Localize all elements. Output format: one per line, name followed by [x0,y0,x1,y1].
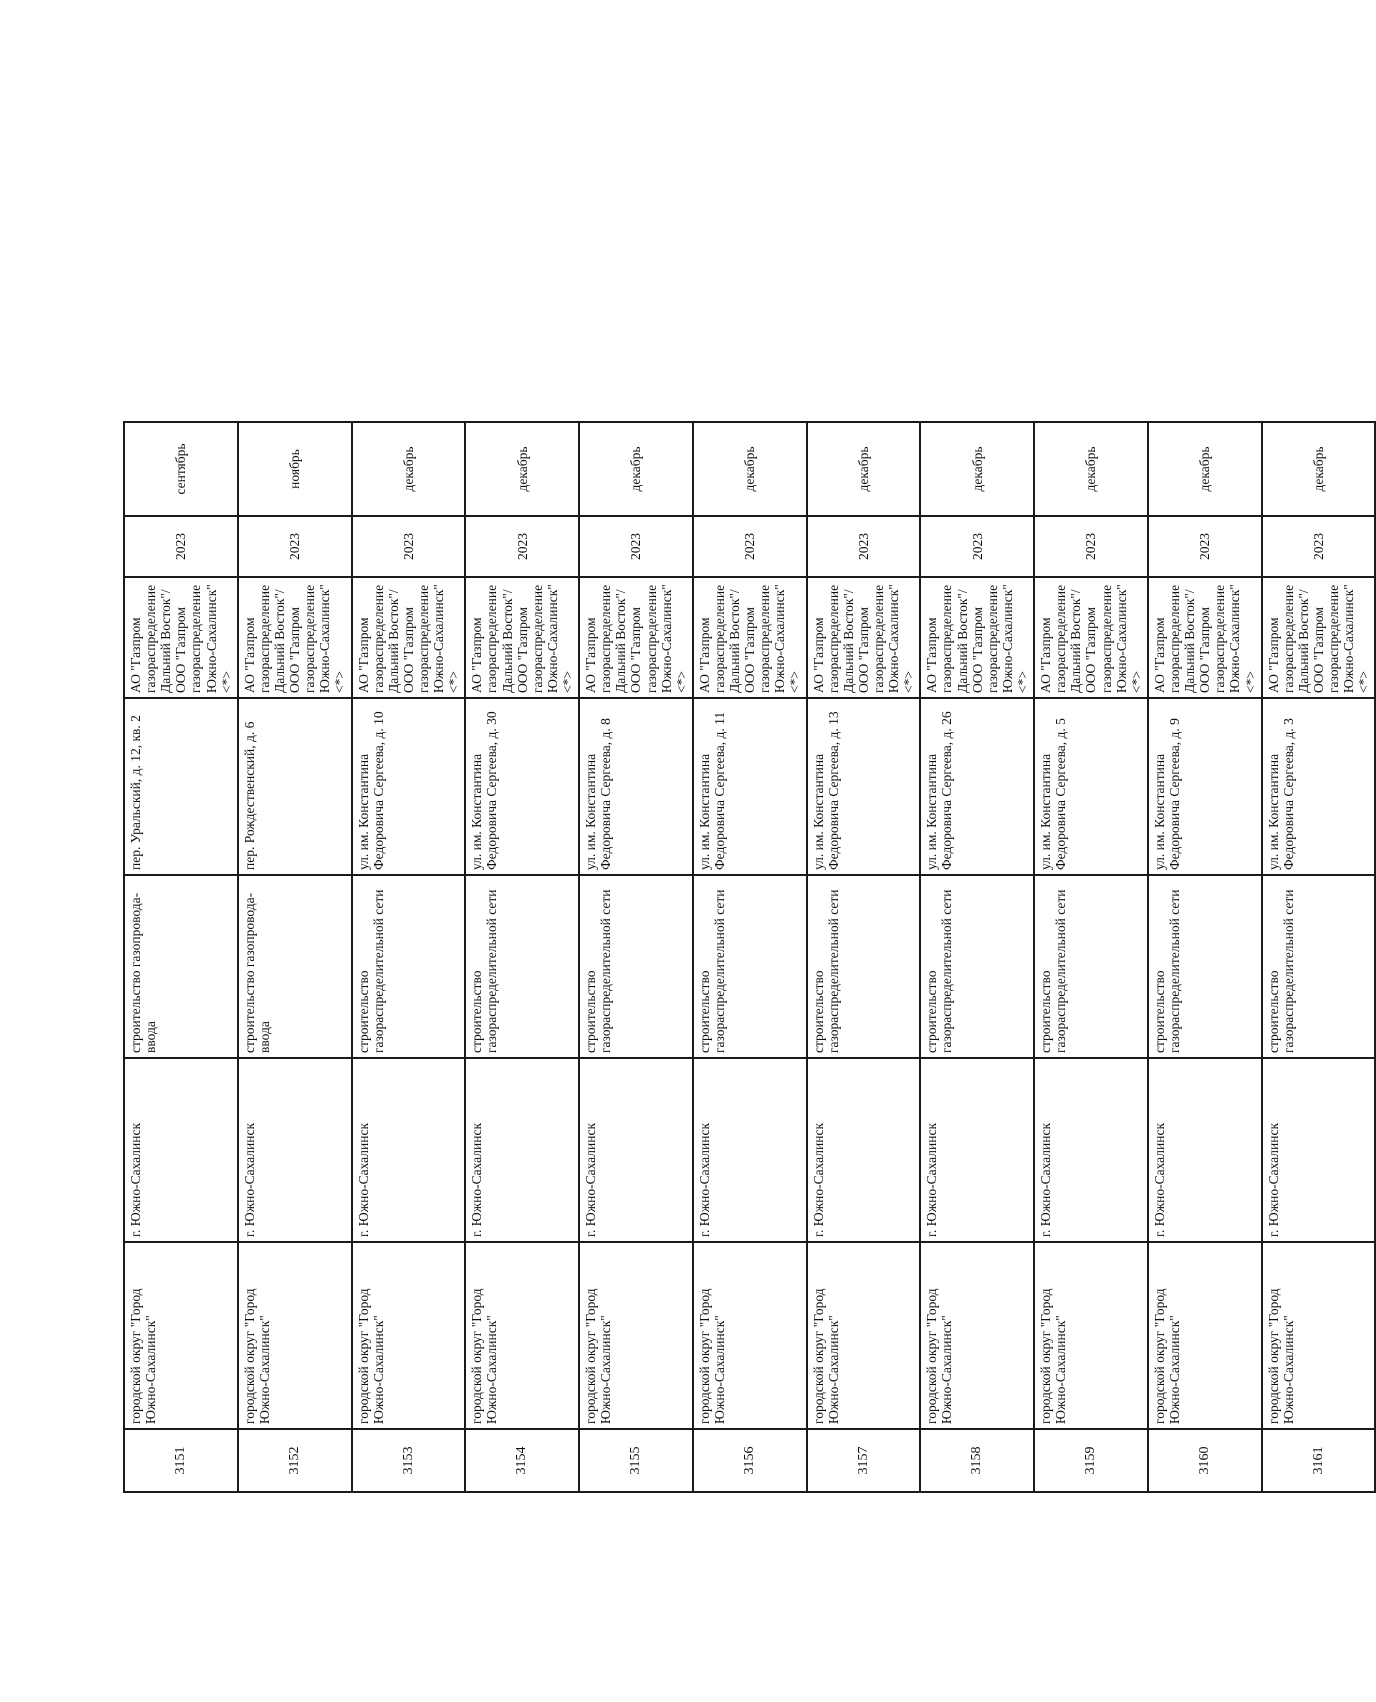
locality-cell: г. Южно-Сахалинск [465,1058,579,1242]
municipality-cell: городской округ "Город Южно-Сахалинск" [1034,1242,1148,1429]
row-number-cell: 3154 [465,1429,579,1492]
table-row [465,422,579,1492]
work-type-cell: строительство газораспределительной сети [1262,875,1376,1058]
address-cell: ул. им. Константина Федоровича Сергеева, д. 13 [807,698,921,875]
table-row [920,422,1034,1492]
address-cell: ул. им. Константина Федоровича Сергеева, д. 10 [352,698,466,875]
organization-cell: АО "Газпром газораспределение Дальний Восток"/ООО "Газпром газораспределение Южно-Сахалинск" <*> [579,577,693,698]
municipality-cell: городской округ "Город Южно-Сахалинск" [579,1242,693,1429]
row-number-cell: 3151 [124,1429,238,1492]
work-type-cell: строительство газопровода-ввода [238,875,352,1058]
municipality-cell: городской округ "Город Южно-Сахалинск" [807,1242,921,1429]
table-body [124,422,1375,1492]
municipality-cell: городской округ "Город Южно-Сахалинск" [1262,1242,1376,1429]
row-number-cell: 3153 [352,1429,466,1492]
municipality-cell: городской округ "Город Южно-Сахалинск" [465,1242,579,1429]
work-type-cell: строительство газораспределительной сети [807,875,921,1058]
organization-cell: АО "Газпром газораспределение Дальний Восток"/ООО "Газпром газораспределение Южно-Сахалинск" <*> [920,577,1034,698]
table-row [693,422,807,1492]
row-number-cell: 3152 [238,1429,352,1492]
address-cell: ул. им. Константина Федоровича Сергеева, д. 5 [1034,698,1148,875]
row-number-cell: 3155 [579,1429,693,1492]
row-number-cell: 3158 [920,1429,1034,1492]
row-number-cell: 3161 [1262,1429,1376,1492]
table-row [579,422,693,1492]
address-cell: ул. им. Константина Федоровича Сергеева, д. 11 [693,698,807,875]
work-type-cell: строительство газораспределительной сети [693,875,807,1058]
gasification-schedule-table [123,421,1376,1493]
address-cell: ул. им. Константина Федоровича Сергеева, д. 8 [579,698,693,875]
organization-cell: АО "Газпром газораспределение Дальний Восток"/ООО "Газпром газораспределение Южно-Сахалинск" <*> [238,577,352,698]
organization-cell: АО "Газпром газораспределение Дальний Восток"/ООО "Газпром газораспределение Южно-Сахалинск" <*> [807,577,921,698]
row-number-cell: 3159 [1034,1429,1148,1492]
work-type-cell: строительство газораспределительной сети [920,875,1034,1058]
work-type-cell: строительство газораспределительной сети [352,875,466,1058]
address-cell: пер. Уральский, д. 12, кв. 2 [124,698,238,875]
locality-cell: г. Южно-Сахалинск [693,1058,807,1242]
address-cell: ул. им. Константина Федоровича Сергеева, д. 9 [1148,698,1262,875]
year-cell: 2023 [579,516,693,577]
year-cell: 2023 [693,516,807,577]
address-cell: ул. им. Константина Федоровича Сергеева, д. 26 [920,698,1034,875]
table-row [124,422,238,1492]
municipality-cell: городской округ "Город Южно-Сахалинск" [693,1242,807,1429]
month-cell: декабрь [465,422,579,516]
address-cell: ул. им. Константина Федоровича Сергеева, д. 30 [465,698,579,875]
locality-cell: г. Южно-Сахалинск [1034,1058,1148,1242]
work-type-cell: строительство газораспределительной сети [579,875,693,1058]
year-cell: 2023 [1034,516,1148,577]
year-cell: 2023 [1262,516,1376,577]
address-cell: пер. Рождественский, д. 6 [238,698,352,875]
table-row [1034,422,1148,1492]
address-cell: ул. им. Константина Федоровича Сергеева, д. 3 [1262,698,1376,875]
month-cell: декабрь [1148,422,1262,516]
year-cell: 2023 [920,516,1034,577]
table-row [807,422,921,1492]
work-type-cell: строительство газораспределительной сети [1034,875,1148,1058]
work-type-cell: строительство газораспределительной сети [465,875,579,1058]
locality-cell: г. Южно-Сахалинск [920,1058,1034,1242]
municipality-cell: городской округ "Город Южно-Сахалинск" [124,1242,238,1429]
year-cell: 2023 [807,516,921,577]
locality-cell: г. Южно-Сахалинск [579,1058,693,1242]
year-cell: 2023 [1148,516,1262,577]
locality-cell: г. Южно-Сахалинск [1262,1058,1376,1242]
locality-cell: г. Южно-Сахалинск [124,1058,238,1242]
locality-cell: г. Южно-Сахалинск [352,1058,466,1242]
table-row [238,422,352,1492]
locality-cell: г. Южно-Сахалинск [238,1058,352,1242]
month-cell: сентябрь [124,422,238,516]
municipality-cell: городской округ "Город Южно-Сахалинск" [352,1242,466,1429]
work-type-cell: строительство газораспределительной сети [1148,875,1262,1058]
month-cell: декабрь [1262,422,1376,516]
row-number-cell: 3156 [693,1429,807,1492]
organization-cell: АО "Газпром газораспределение Дальний Восток"/ООО "Газпром газораспределение Южно-Сахалинск" <*> [1034,577,1148,698]
rotated-table-container [123,423,1372,1493]
organization-cell: АО "Газпром газораспределение Дальний Восток"/ООО "Газпром газораспределение Южно-Сахалинск" <*> [124,577,238,698]
organization-cell: АО "Газпром газораспределение Дальний Восток"/ООО "Газпром газораспределение Южно-Сахалинск" <*> [1148,577,1262,698]
table-row [1148,422,1262,1492]
municipality-cell: городской округ "Город Южно-Сахалинск" [920,1242,1034,1429]
table-row [352,422,466,1492]
month-cell: декабрь [579,422,693,516]
organization-cell: АО "Газпром газораспределение Дальний Восток"/ООО "Газпром газораспределение Южно-Сахалинск" <*> [1262,577,1376,698]
organization-cell: АО "Газпром газораспределение Дальний Восток"/ООО "Газпром газораспределение Южно-Сахалинск" <*> [693,577,807,698]
month-cell: декабрь [807,422,921,516]
municipality-cell: городской округ "Город Южно-Сахалинск" [238,1242,352,1429]
year-cell: 2023 [352,516,466,577]
work-type-cell: строительство газопровода-ввода [124,875,238,1058]
month-cell: декабрь [920,422,1034,516]
month-cell: декабрь [352,422,466,516]
month-cell: декабрь [1034,422,1148,516]
organization-cell: АО "Газпром газораспределение Дальний Восток"/ООО "Газпром газораспределение Южно-Сахалинск" <*> [465,577,579,698]
municipality-cell: городской округ "Город Южно-Сахалинск" [1148,1242,1262,1429]
month-cell: ноябрь [238,422,352,516]
year-cell: 2023 [465,516,579,577]
row-number-cell: 3157 [807,1429,921,1492]
year-cell: 2023 [238,516,352,577]
locality-cell: г. Южно-Сахалинск [807,1058,921,1242]
month-cell: декабрь [693,422,807,516]
organization-cell: АО "Газпром газораспределение Дальний Восток"/ООО "Газпром газораспределение Южно-Сахалинск" <*> [352,577,466,698]
year-cell: 2023 [124,516,238,577]
row-number-cell: 3160 [1148,1429,1262,1492]
locality-cell: г. Южно-Сахалинск [1148,1058,1262,1242]
table-row [1262,422,1376,1492]
